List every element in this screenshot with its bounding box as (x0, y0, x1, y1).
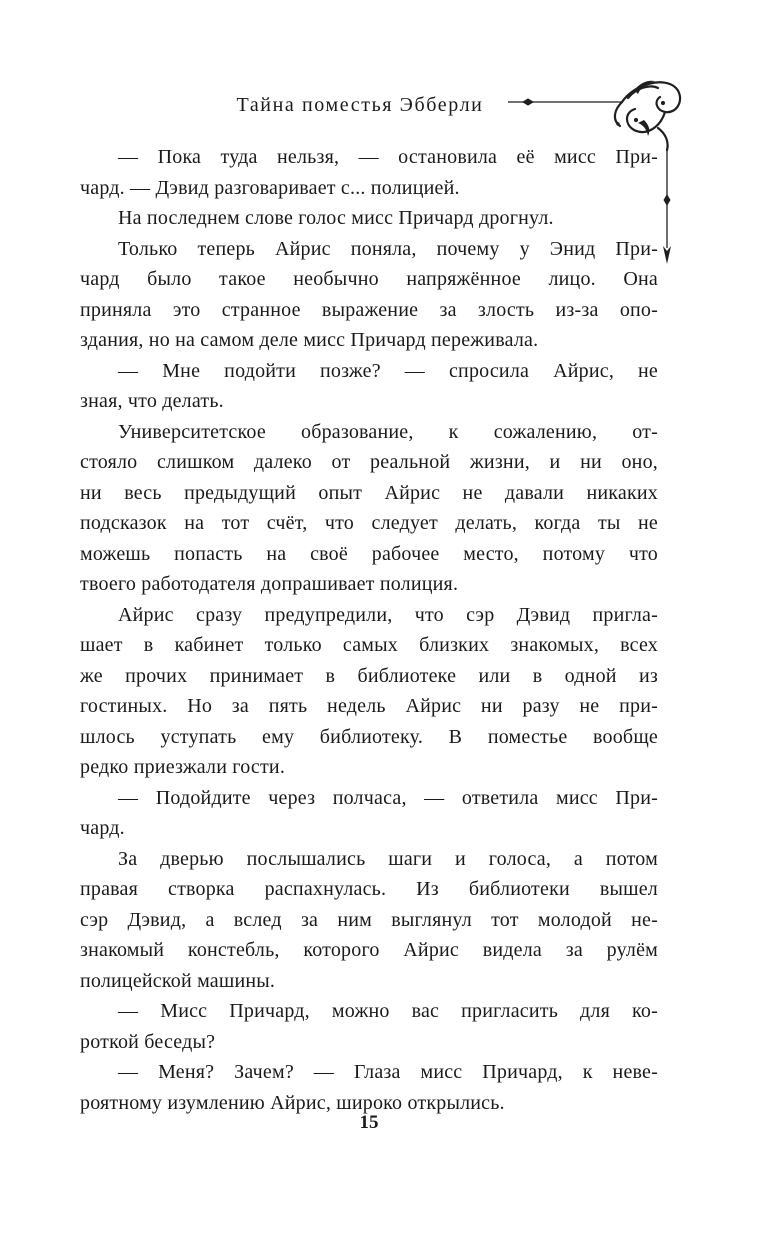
paragraph (80, 417, 658, 600)
text-line: Только теперь Айрис поняла, почему у Энид При- (118, 237, 658, 260)
paragraph (80, 844, 658, 997)
text-line: — Подойдите через полчаса, — ответила мисс При- (118, 786, 658, 809)
page-number: 15 (359, 1112, 379, 1133)
paragraph (80, 356, 658, 417)
text-line: шает в кабинет только самых близких знакомых, всех (80, 634, 658, 656)
text-line: шлось уступать ему библиотеку. В поместье вообще (80, 725, 658, 748)
text-line: подсказок на тот счёт, что следует делать, когда ты не (80, 512, 658, 534)
text-line: стояло слишком далеко от реальной жизни, и ни оно, (80, 451, 658, 473)
text-line: — Меня? Зачем? — Глаза мисс Причард, к неве- (118, 1061, 658, 1083)
text-line: чард было такое необычно напряжённое лицо. Она (80, 268, 658, 290)
text-line: здания, но на самом деле мисс Причард переживала. (80, 329, 539, 351)
text-line: Университетское образование, к сожалению, от- (118, 420, 658, 443)
paragraph (80, 600, 658, 783)
text-line: чард. (80, 817, 125, 839)
text-line: сэр Дэвид, а вслед за ним выглянул тот молодой не- (80, 908, 658, 931)
text-line: За дверью послышались шаги и голоса, а потом (118, 847, 658, 870)
text-line: Айрис сразу предупредили, что сэр Дэвид пригла- (118, 603, 658, 626)
paragraph (80, 783, 658, 844)
page-header-title: Тайна поместья Эбберли (236, 94, 484, 116)
text-line: роятному изумлению Айрис, широко открылись. (80, 1091, 505, 1114)
text-line: знакомый констебль, которого Айрис видела за рулём (80, 939, 658, 961)
paragraph (80, 203, 658, 234)
text-line: можешь попасть на своё рабочее место, потому что (80, 542, 658, 565)
text-line: — Пока туда нельзя, — остановила её мисс При- (118, 146, 658, 168)
text-line: роткой беседы? (80, 1030, 216, 1053)
text-line: ни весь предыдущий опыт Айрис не давали никаких (80, 481, 658, 504)
paragraph (80, 996, 658, 1057)
text-line: — Мне подойти позже? — спросила Айрис, не (118, 359, 658, 382)
paragraph (80, 1057, 658, 1118)
paragraph (80, 234, 658, 356)
text-line: приняла это странное выражение за злость из-за опо- (80, 298, 658, 321)
text-line: же прочих принимает в библиотеке или в одной из (80, 664, 658, 687)
text-line: полицейской машины. (80, 969, 276, 992)
text-line: гостиных. Но за пять недель Айрис ни разу не при- (80, 695, 658, 717)
paragraph (80, 142, 658, 203)
text-line: твоего работодателя допрашивает полиция. (80, 573, 459, 595)
body-text (80, 142, 658, 1118)
text-line: На последнем слове голос мисс Причард дрогнул. (118, 207, 554, 229)
text-line: чард. — Дэвид разговаривает с... полицией. (80, 176, 460, 199)
text-line: редко приезжали гости. (80, 756, 286, 778)
text-line: зная, что делать. (80, 390, 224, 412)
text-line: — Мисс Причард, можно вас пригласить для ко- (118, 1000, 658, 1022)
text-line: правая створка распахнулась. Из библиотеки вышел (80, 878, 658, 900)
